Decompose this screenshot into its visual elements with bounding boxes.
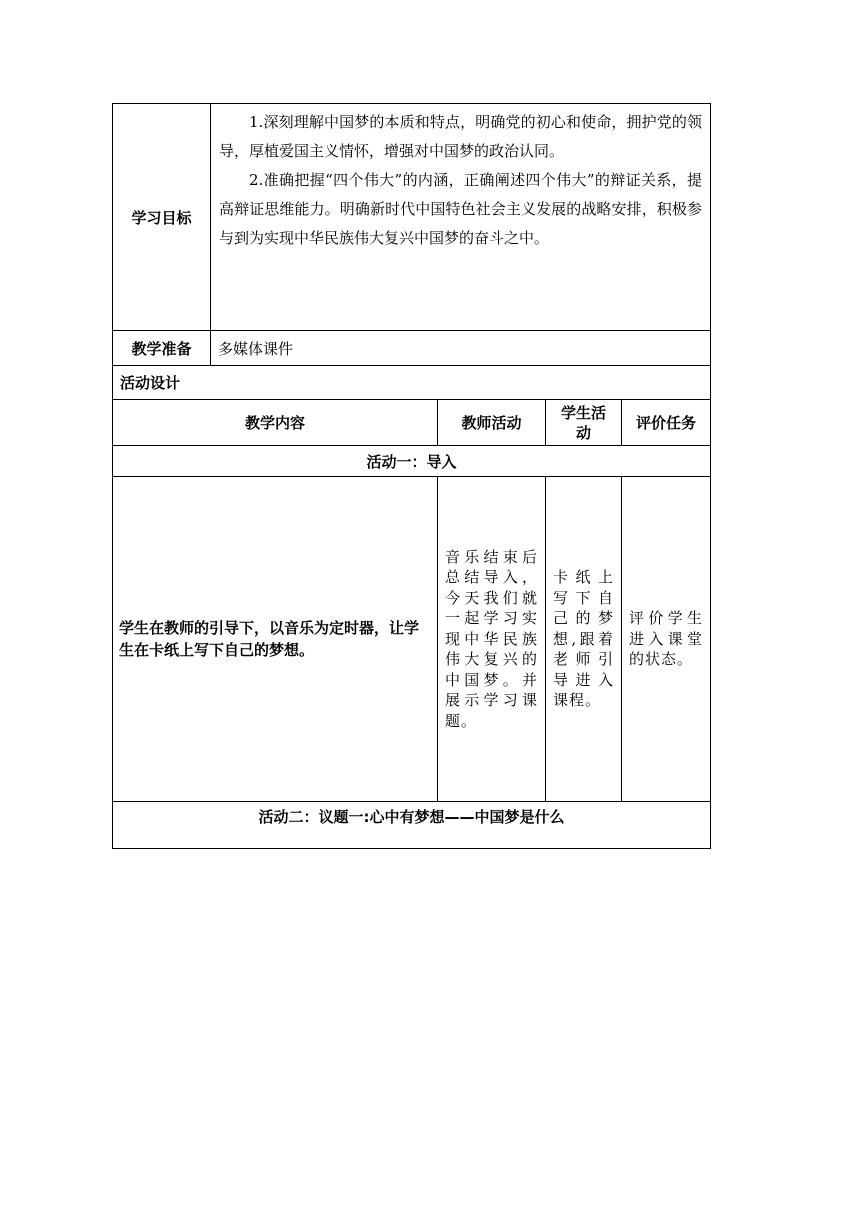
goals-row	[113, 104, 711, 331]
prep-row	[113, 331, 711, 366]
activity-design-row	[113, 366, 711, 400]
activity1-title-row	[113, 446, 711, 477]
activity2-title: 活动二：议题一:心中有梦想——中国梦是什么	[113, 802, 711, 849]
goals-content	[211, 104, 711, 331]
goals-label: 学习目标	[113, 104, 211, 331]
activity1-evaluation: 评价学生进入课堂的状态。	[622, 477, 711, 802]
header-evaluation: 评价任务	[622, 400, 711, 446]
goal-item-2: 2.准确把握“四个伟大”的内涵，正确阐述四个伟大”的辩证关系，提高辩证思维能力。明确新时代中国特色社会主义发展的战略安排，积极参与到为实现中华民族伟大复兴中国梦的奋斗之中。	[219, 171, 703, 247]
activity1-student: 卡纸上写下自己的梦想,跟着老师引导进入课程。	[546, 477, 622, 802]
header-row	[113, 400, 711, 446]
prep-label: 教学准备	[113, 331, 211, 366]
goal-item-1: 1.深刻理解中国梦的本质和特点，明确党的初心和使命，拥护党的领导，厚植爱国主义情怀，增强对中国梦的政治认同。	[219, 113, 703, 160]
lesson-plan-table	[112, 103, 711, 849]
prep-value: 多媒体课件	[211, 331, 711, 366]
activity1-title: 活动一：导入	[113, 446, 711, 477]
activity1-row	[113, 477, 711, 802]
header-teacher: 教师活动	[438, 400, 546, 446]
activity1-content: 学生在教师的引导下，以音乐为定时器，让学生在卡纸上写下自己的梦想。	[113, 477, 438, 802]
activity-design-label: 活动设计	[113, 366, 711, 400]
header-student: 学生活动	[546, 400, 622, 446]
activity1-teacher: 音乐结束后总结导入，今天我们就一起学习实现中华民族伟大复兴的中国梦。并展示学习课题。	[438, 477, 546, 802]
header-content: 教学内容	[113, 400, 438, 446]
activity2-title-row	[113, 802, 711, 849]
